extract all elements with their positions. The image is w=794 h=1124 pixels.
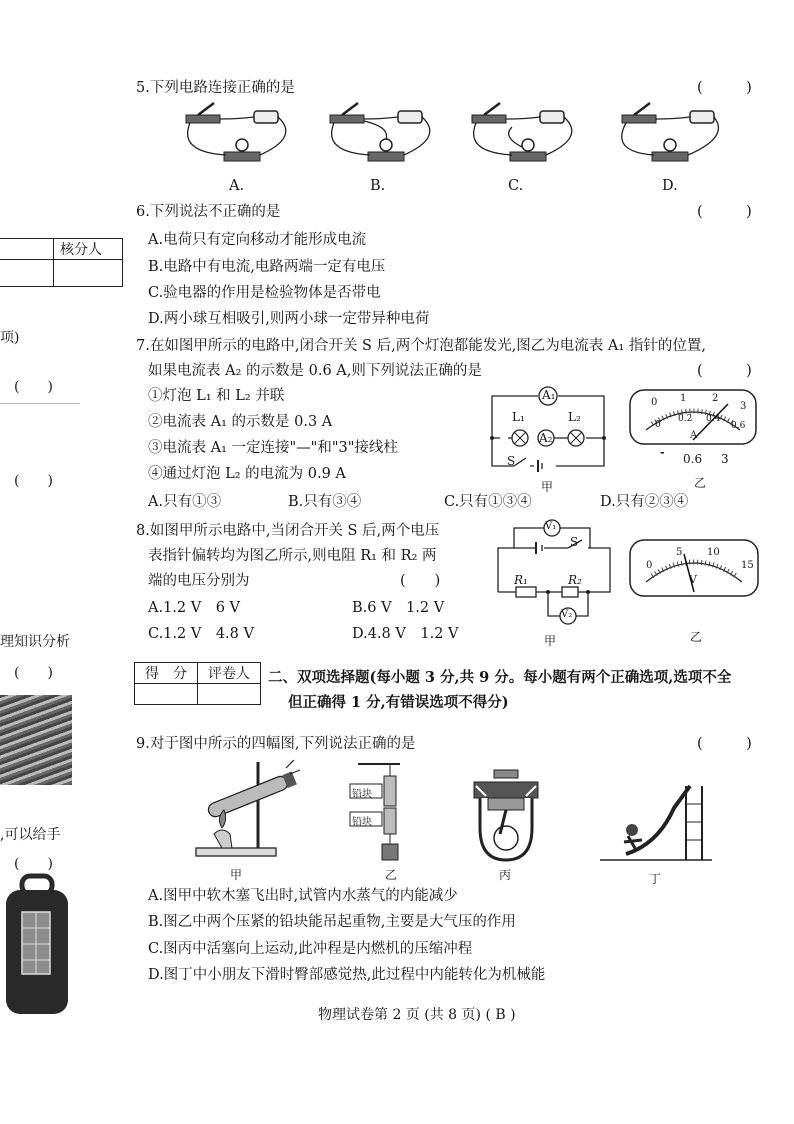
q6-stem: 6.下列说法不正确的是 bbox=[136, 204, 281, 220]
q8-option-b: B.6 V 1.2 V bbox=[352, 600, 445, 616]
scorer-label: 核分人 bbox=[54, 239, 123, 260]
grader-label: 评卷人 bbox=[198, 663, 261, 684]
q8-option-c: C.1.2 V 4.8 V bbox=[148, 626, 254, 642]
section2-title-line1: 二、双项选择题(每小题 3 分,共 9 分。每小题有两个正确选项,选项不全 bbox=[268, 669, 732, 686]
page-footer: 物理试卷第 2 页 (共 8 页) ( B ) bbox=[318, 1007, 516, 1023]
q7-statement-3: ③电流表 A₁ 一定连接"—"和"3"接线柱 bbox=[148, 440, 398, 456]
q7-fig-jia: 甲 bbox=[541, 480, 554, 494]
q5-option-d: D. bbox=[662, 178, 678, 194]
q7-label-l2: L₂ bbox=[568, 410, 581, 424]
q5-circuit-a bbox=[176, 97, 288, 177]
section2-title-line2: 但正确得 1 分,有错误选项不得分) bbox=[288, 694, 509, 711]
q7-label-a1: A₁ bbox=[542, 388, 556, 402]
q8-meter-unit: V bbox=[689, 573, 697, 586]
q5-circuit-b bbox=[320, 97, 432, 177]
q9-lead-label-2: 铅块 bbox=[352, 817, 372, 828]
q8-label-v2: V₂ bbox=[561, 609, 573, 620]
q7-option-d: D.只有②③④ bbox=[600, 494, 689, 510]
q7-label-s: S bbox=[507, 454, 516, 468]
q7-stem-line1: 7.在如图甲所示的电路中,闭合开关 S 后,两个灯泡都能发光,图乙为电流表 A₁ 指针的位置, bbox=[136, 338, 706, 354]
q7-meter-top-3: 3 bbox=[740, 401, 747, 412]
q8-circuit-jia bbox=[492, 516, 616, 634]
q6-option-d: D.两小球互相吸引,则两小球一定带异种电荷 bbox=[148, 311, 430, 327]
q7-meter-top-0: 0 bbox=[651, 397, 658, 408]
q7-stem-line2: 如果电流表 A₂ 的示数是 0.6 A,则下列说法正确的是 bbox=[148, 363, 482, 379]
q7-option-c: C.只有①③④ bbox=[444, 494, 532, 510]
q6-option-a: A.电荷只有定向移动才能形成电流 bbox=[148, 232, 367, 248]
q9-answer-paren: ( ) bbox=[697, 736, 752, 752]
left-paren-3: ( ) bbox=[14, 665, 53, 681]
q7-answer-paren: ( ) bbox=[697, 363, 752, 379]
q7-statement-2: ②电流表 A₁ 的示数是 0.3 A bbox=[148, 414, 333, 430]
q9-option-c: C.图丙中活塞向上运动,此冲程是内燃机的压缩冲程 bbox=[148, 941, 473, 957]
q9-fig-yi-lead-blocks bbox=[348, 762, 408, 862]
q9-fig-ding-label: 丁 bbox=[649, 872, 662, 886]
q5-option-b: B. bbox=[370, 178, 386, 194]
q5-circuit-c bbox=[462, 97, 574, 177]
left-section-fragment: 项) bbox=[0, 330, 20, 346]
q8-option-a: A.1.2 V 6 V bbox=[148, 600, 241, 616]
q7-meter-unit: A bbox=[690, 430, 698, 441]
q8-label-s: S bbox=[570, 535, 579, 549]
q8-label-v1: V₁ bbox=[545, 521, 557, 532]
q9-option-d: D.图丁中小朋友下滑时臀部感觉热,此过程中内能转化为机械能 bbox=[148, 967, 546, 983]
q6-option-b: B.电路中有电流,电路两端一定有电压 bbox=[148, 259, 386, 275]
left-divider bbox=[0, 403, 80, 404]
section2-score-table bbox=[134, 662, 261, 705]
q5-option-c: C. bbox=[508, 178, 524, 194]
q7-terminal-minus: - bbox=[660, 446, 665, 459]
q7-meter-bot-3: 0.6 bbox=[731, 421, 746, 431]
q7-meter-bot-1: 0.2 bbox=[678, 414, 693, 424]
q8-stem-line2: 表指针偏转均为图乙所示,则电阻 R₁ 和 R₂ 两 bbox=[148, 548, 437, 564]
q7-terminal-06: 0.6 bbox=[683, 452, 703, 466]
q7-statement-1: ①灯泡 L₁ 和 L₂ 并联 bbox=[148, 388, 285, 404]
left-analysis-fragment: 理知识分析 bbox=[0, 634, 70, 650]
q7-terminal-3: 3 bbox=[721, 452, 729, 466]
q8-meter-15: 15 bbox=[741, 560, 754, 571]
score-label: 得 分 bbox=[135, 663, 198, 684]
q5-answer-paren: ( ) bbox=[697, 80, 752, 96]
q8-fig-jia: 甲 bbox=[544, 634, 557, 648]
left-paren-2: ( ) bbox=[14, 473, 53, 489]
q9-fig-bing-label: 丙 bbox=[499, 868, 512, 882]
q8-label-r1: R₁ bbox=[514, 573, 528, 587]
backpack-image bbox=[0, 872, 76, 1018]
q7-meter-top-2: 2 bbox=[712, 393, 719, 404]
q9-fig-jia-label: 甲 bbox=[230, 868, 243, 882]
q8-fig-yi: 乙 bbox=[690, 630, 703, 644]
left-paren-4: ( ) bbox=[14, 856, 53, 872]
q8-stem-line3: 端的电压分别为 bbox=[148, 573, 250, 589]
q6-option-c: C.验电器的作用是检验物体是否带电 bbox=[148, 285, 381, 301]
q7-option-a: A.只有①③ bbox=[148, 494, 222, 510]
q9-option-a: A.图甲中软木塞飞出时,试管内水蒸气的内能减少 bbox=[148, 888, 458, 904]
q6-answer-paren: ( ) bbox=[697, 204, 752, 220]
q9-option-b: B.图乙中两个压紧的铅块能吊起重物,主要是大气压的作用 bbox=[148, 914, 516, 930]
q7-meter-bot-2: 0.4 bbox=[706, 414, 721, 424]
q9-fig-jia-test-tube bbox=[192, 756, 304, 860]
q8-meter-0: 0 bbox=[646, 560, 653, 571]
q9-fig-bing-engine bbox=[466, 768, 546, 864]
q7-statement-4: ④通过灯泡 L₂ 的电流为 0.9 A bbox=[148, 466, 346, 482]
left-photo-bark bbox=[0, 695, 72, 785]
left-score-table bbox=[0, 238, 123, 287]
q7-fig-yi: 乙 bbox=[694, 476, 707, 490]
q8-option-d: D.4.8 V 1.2 V bbox=[352, 626, 459, 642]
q7-option-b: B.只有③④ bbox=[288, 494, 362, 510]
q7-meter-bot-0: 0 bbox=[655, 420, 661, 430]
left-paren-1: ( ) bbox=[14, 379, 53, 395]
q9-lead-label-1: 铅块 bbox=[352, 789, 372, 800]
q9-stem: 9.对于图中所示的四幅图,下列说法正确的是 bbox=[136, 736, 416, 752]
q7-label-a2: A₂ bbox=[539, 431, 553, 445]
q8-meter-5: 5 bbox=[676, 547, 683, 558]
q9-fig-yi-label: 乙 bbox=[385, 868, 398, 882]
left-hand-fragment: ,可以给手 bbox=[0, 827, 61, 843]
q5-option-a: A. bbox=[229, 178, 245, 194]
q8-answer-paren: ( ) bbox=[400, 573, 441, 589]
q9-fig-ding-slide bbox=[598, 780, 714, 866]
q8-meter-10: 10 bbox=[707, 547, 720, 558]
q8-label-r2: R₂ bbox=[568, 573, 582, 587]
q8-stem-line1: 8.如图甲所示电路中,当闭合开关 S 后,两个电压 bbox=[136, 523, 440, 539]
q5-circuit-d bbox=[612, 97, 724, 177]
q5-stem: 5.下列电路连接正确的是 bbox=[136, 80, 295, 96]
q7-label-l1: L₁ bbox=[512, 410, 525, 424]
q7-meter-top-1: 1 bbox=[680, 393, 687, 404]
